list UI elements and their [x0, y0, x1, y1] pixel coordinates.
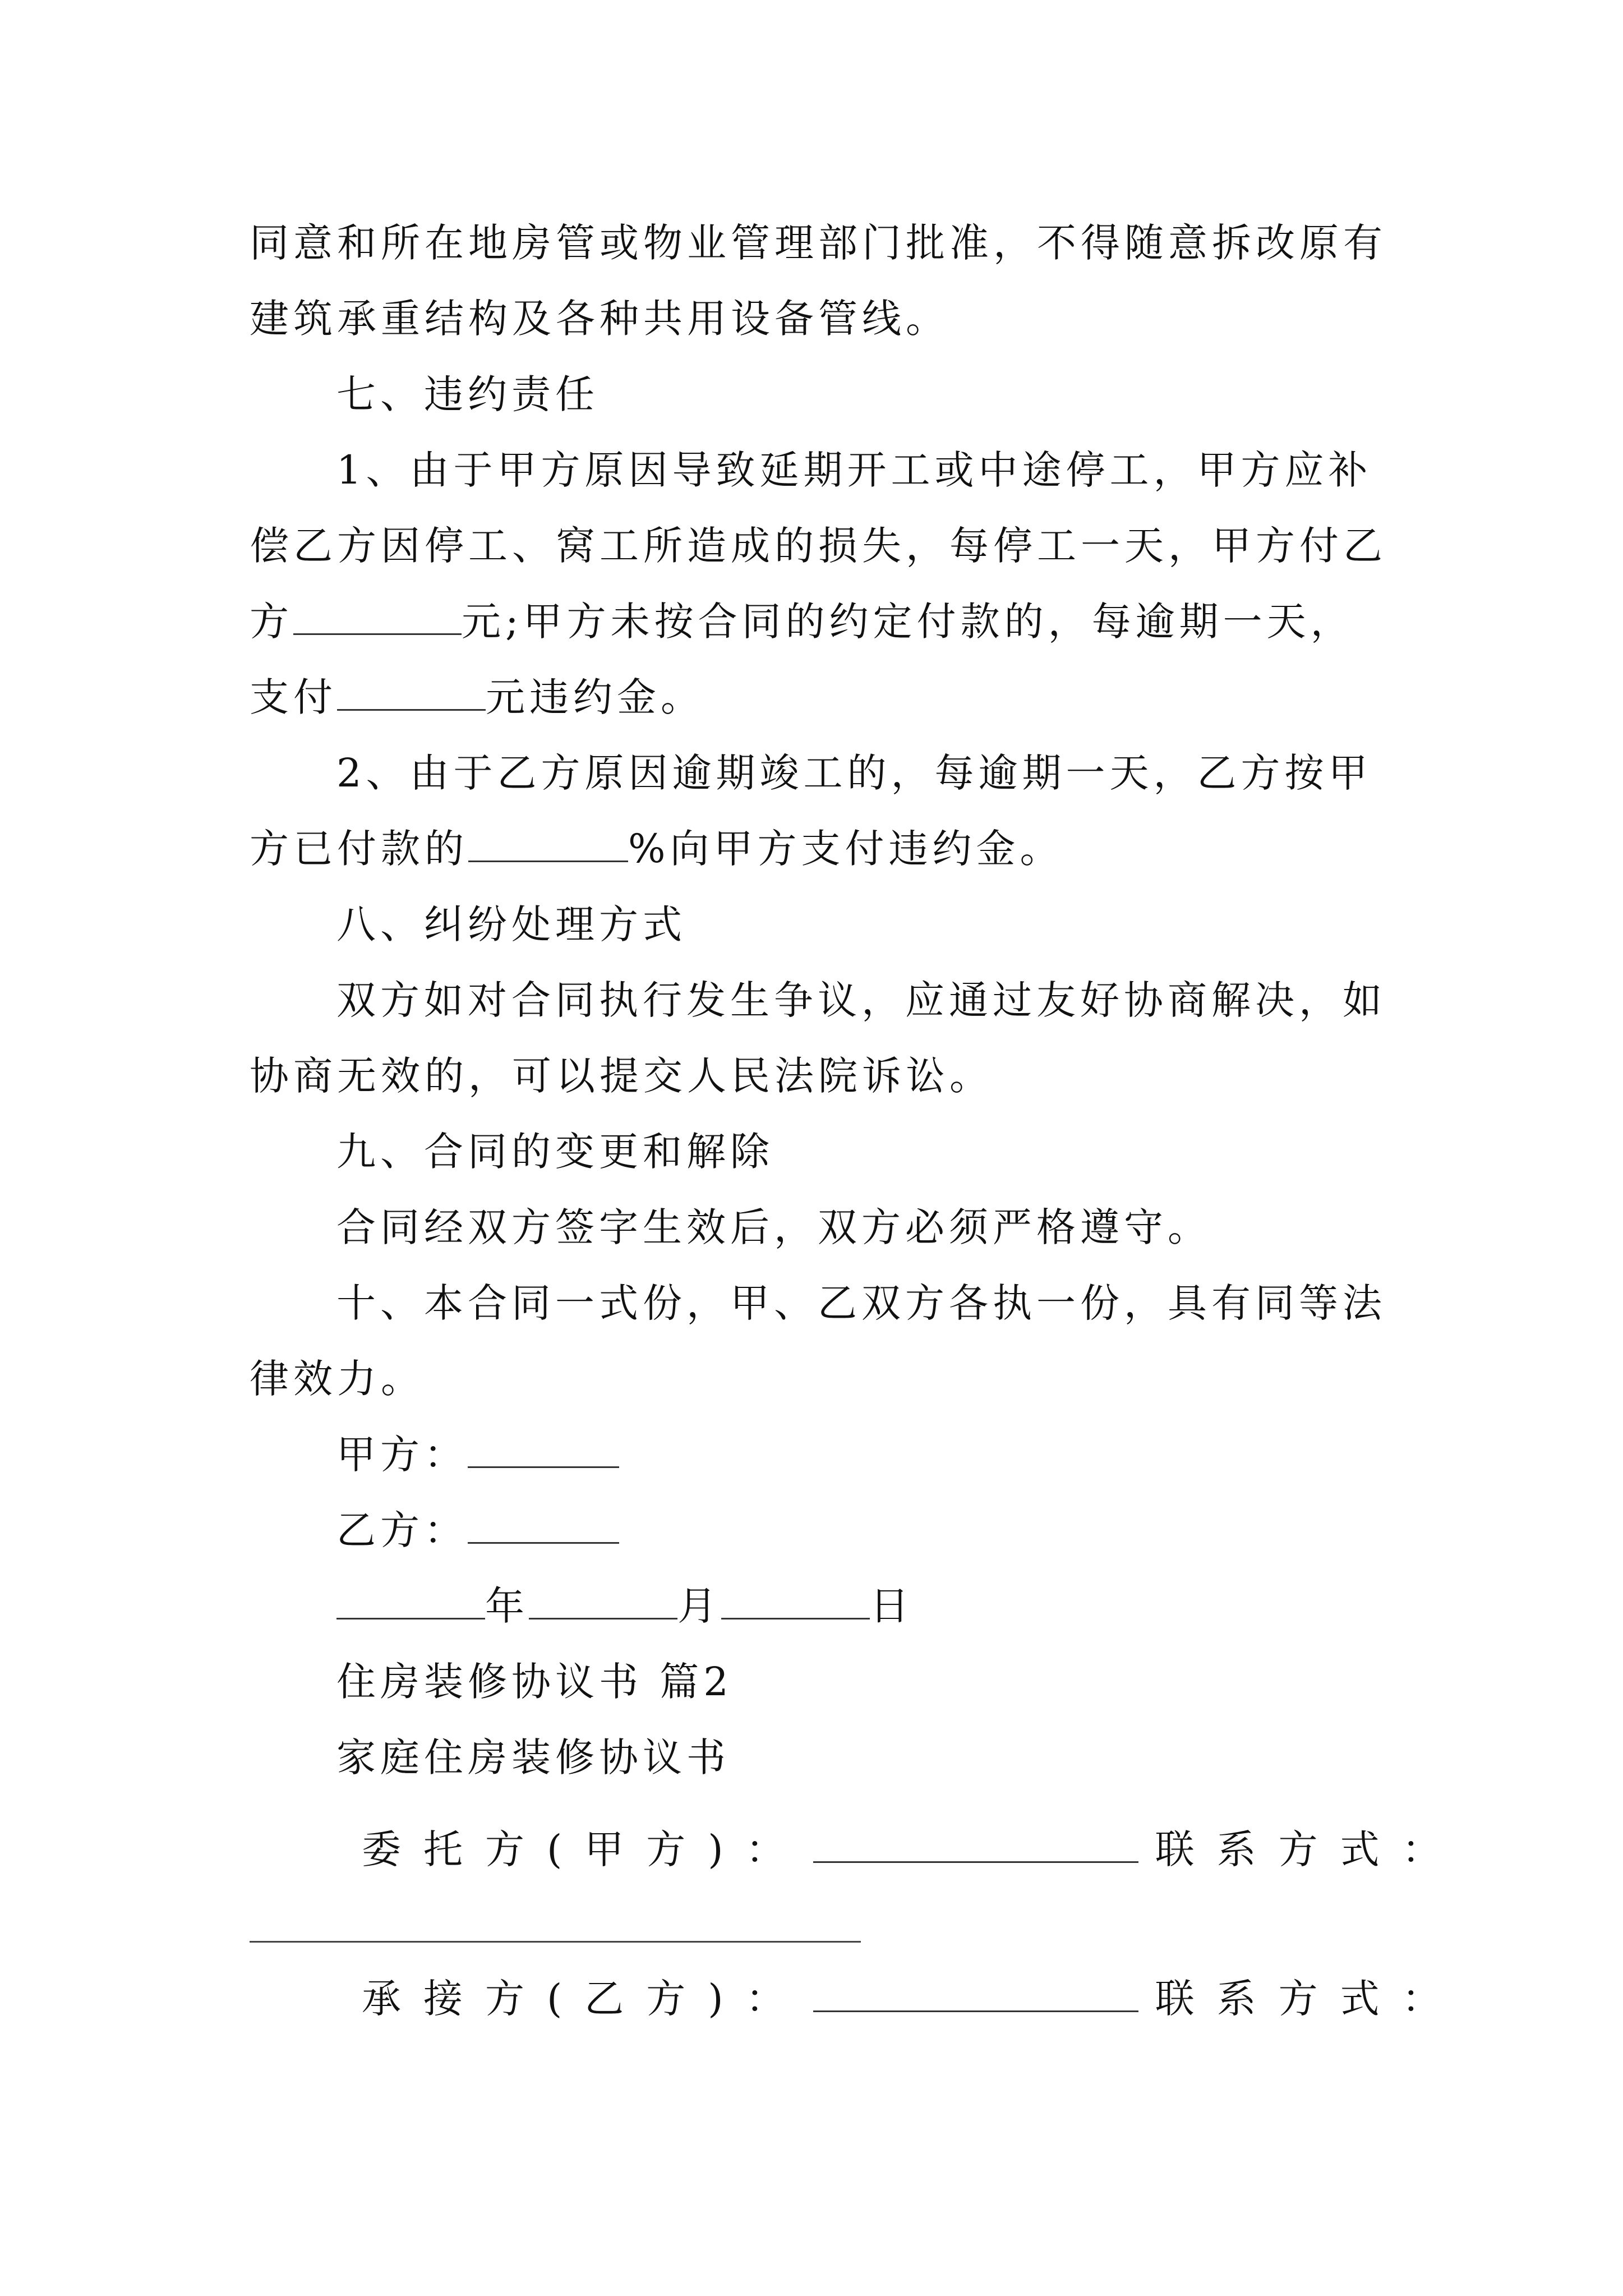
text-fragment: %向甲方支付违约金。	[628, 826, 1064, 872]
paragraph-line: 偿乙方因停工、窝工所造成的损失，每停工一天，甲方付乙	[250, 523, 1387, 569]
client-name-blank[interactable]	[813, 1826, 1138, 1863]
paragraph-line: 2、由于乙方原因逾期竣工的，每逾期一天，乙方按甲	[336, 750, 1372, 796]
paragraph-line: 协商无效的，可以提交人民法院诉讼。	[250, 1053, 993, 1099]
contractor-name-blank[interactable]	[813, 1976, 1138, 2012]
paragraph-line	[250, 596, 1354, 647]
paragraph-line: 合同经双方签字生效后，双方必须严格遵守。	[336, 1204, 1211, 1250]
party-a-blank[interactable]	[468, 1432, 619, 1468]
client-label: 委托方(甲方)：	[362, 1826, 808, 1872]
paragraph-line: 十、本合同一式份，甲、乙双方各执一份，具有同等法	[336, 1280, 1386, 1326]
part2-subtitle: 家庭住房装修协议书	[336, 1734, 730, 1780]
day-blank[interactable]	[721, 1583, 870, 1619]
paragraph-line	[250, 823, 1064, 874]
contractor-line	[362, 1973, 1464, 2024]
paragraph-line: 双方如对合同执行发生争议，应通过友好协商解决，如	[336, 977, 1386, 1023]
text-fragment: 方	[250, 599, 293, 645]
part2-title: 住房装修协议书 篇2	[336, 1659, 733, 1705]
paragraph-line: 1、由于甲方原因导致延期开工或中途停工，甲方应补	[336, 447, 1372, 493]
party-a-label: 甲方：	[336, 1432, 468, 1478]
fill-in-blank[interactable]	[293, 599, 462, 635]
paragraph-line: 建筑承重结构及各种共用设备管线。	[250, 296, 949, 342]
text-fragment: 元;甲方未按合同的约定付款的，每逾期一天，	[462, 599, 1354, 645]
day-label: 日	[870, 1583, 914, 1629]
year-blank[interactable]	[336, 1583, 485, 1619]
text-fragment: 支付	[250, 674, 337, 720]
client-contact-label: 联系方式：	[1155, 1826, 1464, 1872]
client-contact-blank[interactable]	[250, 1941, 861, 1943]
month-label: 月	[677, 1583, 721, 1629]
signature-line-party-b	[336, 1505, 619, 1556]
signature-line-party-a	[336, 1429, 619, 1480]
text-fragment: 方已付款的	[250, 826, 468, 872]
paragraph-line	[250, 672, 704, 723]
year-label: 年	[485, 1583, 529, 1629]
month-blank[interactable]	[529, 1583, 677, 1619]
contractor-contact-label: 联系方式：	[1155, 1976, 1464, 2022]
paragraph-line: 同意和所在地房管或物业管理部门批准，不得随意拆改原有	[250, 220, 1387, 266]
section-heading: 七、违约责任	[336, 371, 599, 417]
paragraph-line: 律效力。	[250, 1356, 425, 1402]
client-line	[362, 1824, 1464, 1875]
fill-in-blank[interactable]	[468, 826, 628, 862]
party-b-label: 乙方：	[336, 1507, 468, 1553]
date-line	[336, 1581, 914, 1631]
contractor-label: 承接方(乙方)：	[362, 1976, 808, 2022]
text-fragment: 元违约金。	[486, 674, 704, 720]
section-heading: 八、纠纷处理方式	[336, 901, 686, 947]
section-heading: 九、合同的变更和解除	[336, 1129, 774, 1175]
party-b-blank[interactable]	[468, 1507, 619, 1544]
fill-in-blank[interactable]	[337, 674, 486, 711]
